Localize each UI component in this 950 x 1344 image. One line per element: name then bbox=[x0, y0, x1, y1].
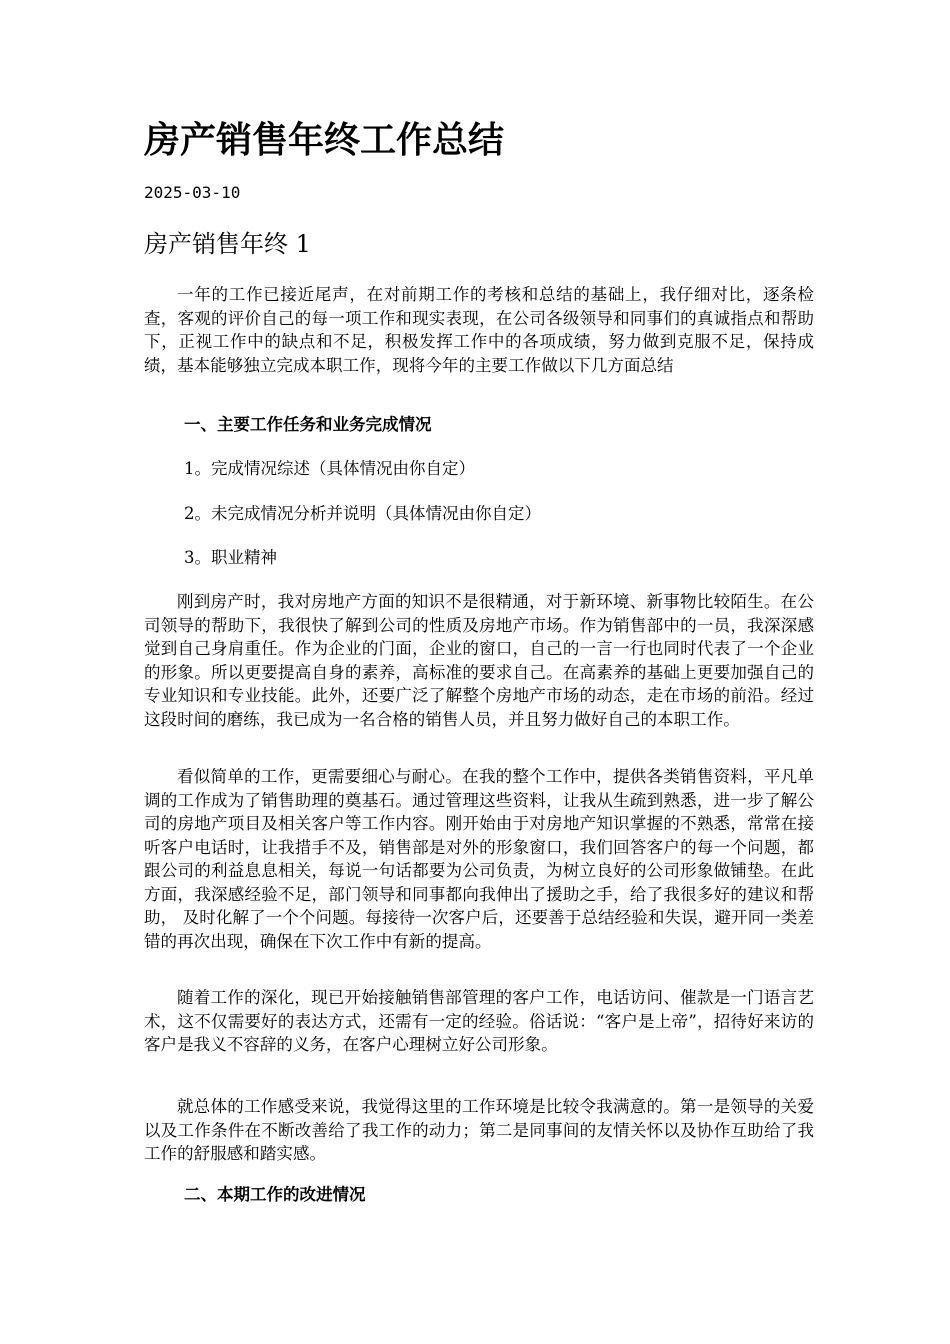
body-paragraph-3: 随着工作的深化，现已开始接触销售部管理的客户工作，电话访问、催款是一门语言艺术，这不仅需要好的表达方式，还需有一定的经验。俗话说：“客户是上帝”，招待好来访的客户是我义不容辞的义务，在客户心理树立好公司形象。 bbox=[144, 988, 814, 1054]
intro-paragraph: 一年的工作已接近尾声，在对前期工作的考核和总结的基础上，我仔细对比，逐条检查，客观的评价自己的每一项工作和现实表现，在公司各级领导和同事们的真诚指点和帮助下，正视工作中的缺点和不足，积极发挥工作中的各项成绩，努力做到克服不足，保持成绩，基本能够独立完成本职工作，现将今年的主要工作做以下几方面总结 bbox=[144, 285, 814, 375]
list-item-2: 2。未完成情况分析并说明（具体情况由你自定） bbox=[184, 504, 541, 523]
document-title: 房产销售年终工作总结 bbox=[144, 119, 505, 161]
list-item-3: 3。职业精神 bbox=[184, 548, 277, 567]
body-paragraph-1: 刚到房产时，我对房地产方面的知识不是很精通，对于新环境、新事物比较陌生。在公司领导的帮助下，我很快了解到公司的性质及房地产市场。作为销售部中的一员，我深深感觉到自己身肩重任。作为企业的门面，企业的窗口，自己的一言一行也同时代表了一个企业的形象。所以更要提高自身的素养，高标准的要求自己。在高素养的基础上更要加强自己的专业知识和专业技能。此外，还要广泛了解整个房地产市场的动态，走在市场的前沿。经过这段时间的磨练，我已成为一名合格的销售人员，并且努力做好自己的本职工作。 bbox=[144, 592, 814, 729]
body-paragraph-4: 就总体的工作感受来说，我觉得这里的工作环境是比较令我满意的。第一是领导的关爱以及工作条件在不断改善给了我工作的动力；第二是同事间的友情关怀以及协作互助给了我工作的舒服感和踏实感。 bbox=[144, 1097, 814, 1163]
body-paragraph-2: 看似简单的工作，更需要细心与耐心。在我的整个工作中，提供各类销售资料，平凡单调的工作成为了销售助理的奠基石。通过管理这些资料，让我从生疏到熟悉，进一步了解公司的房地产项目及相关客户等工作内容。刚开始由于对房地产知识掌握的不熟悉，常常在接听客户电话时，让我措手不及，销售部是对外的形象窗口，我们回答客户的每一个问题，都跟公司的利益息息相关，每说一句话都要为公司负责，为树立良好的公司形象做铺垫。在此方面，我深感经验不足，部门领导和同事都向我伸出了援助之手，给了我很多好的建议和帮助， 及时化解了一个个问题。每接待一次客户后，还要善于总结经验和失误，避开同一类差错的再次出现，确保在下次工作中有新的提高。 bbox=[144, 767, 814, 951]
section-title: 房产销售年终 1 bbox=[144, 230, 311, 258]
heading-main-tasks: 一、主要工作任务和业务完成情况 bbox=[184, 415, 432, 434]
publish-date: 2025-03-10 bbox=[144, 183, 241, 202]
list-item-1: 1。完成情况综述（具体情况由你自定） bbox=[184, 459, 475, 478]
heading-improvements: 二、本期工作的改进情况 bbox=[184, 1185, 366, 1204]
